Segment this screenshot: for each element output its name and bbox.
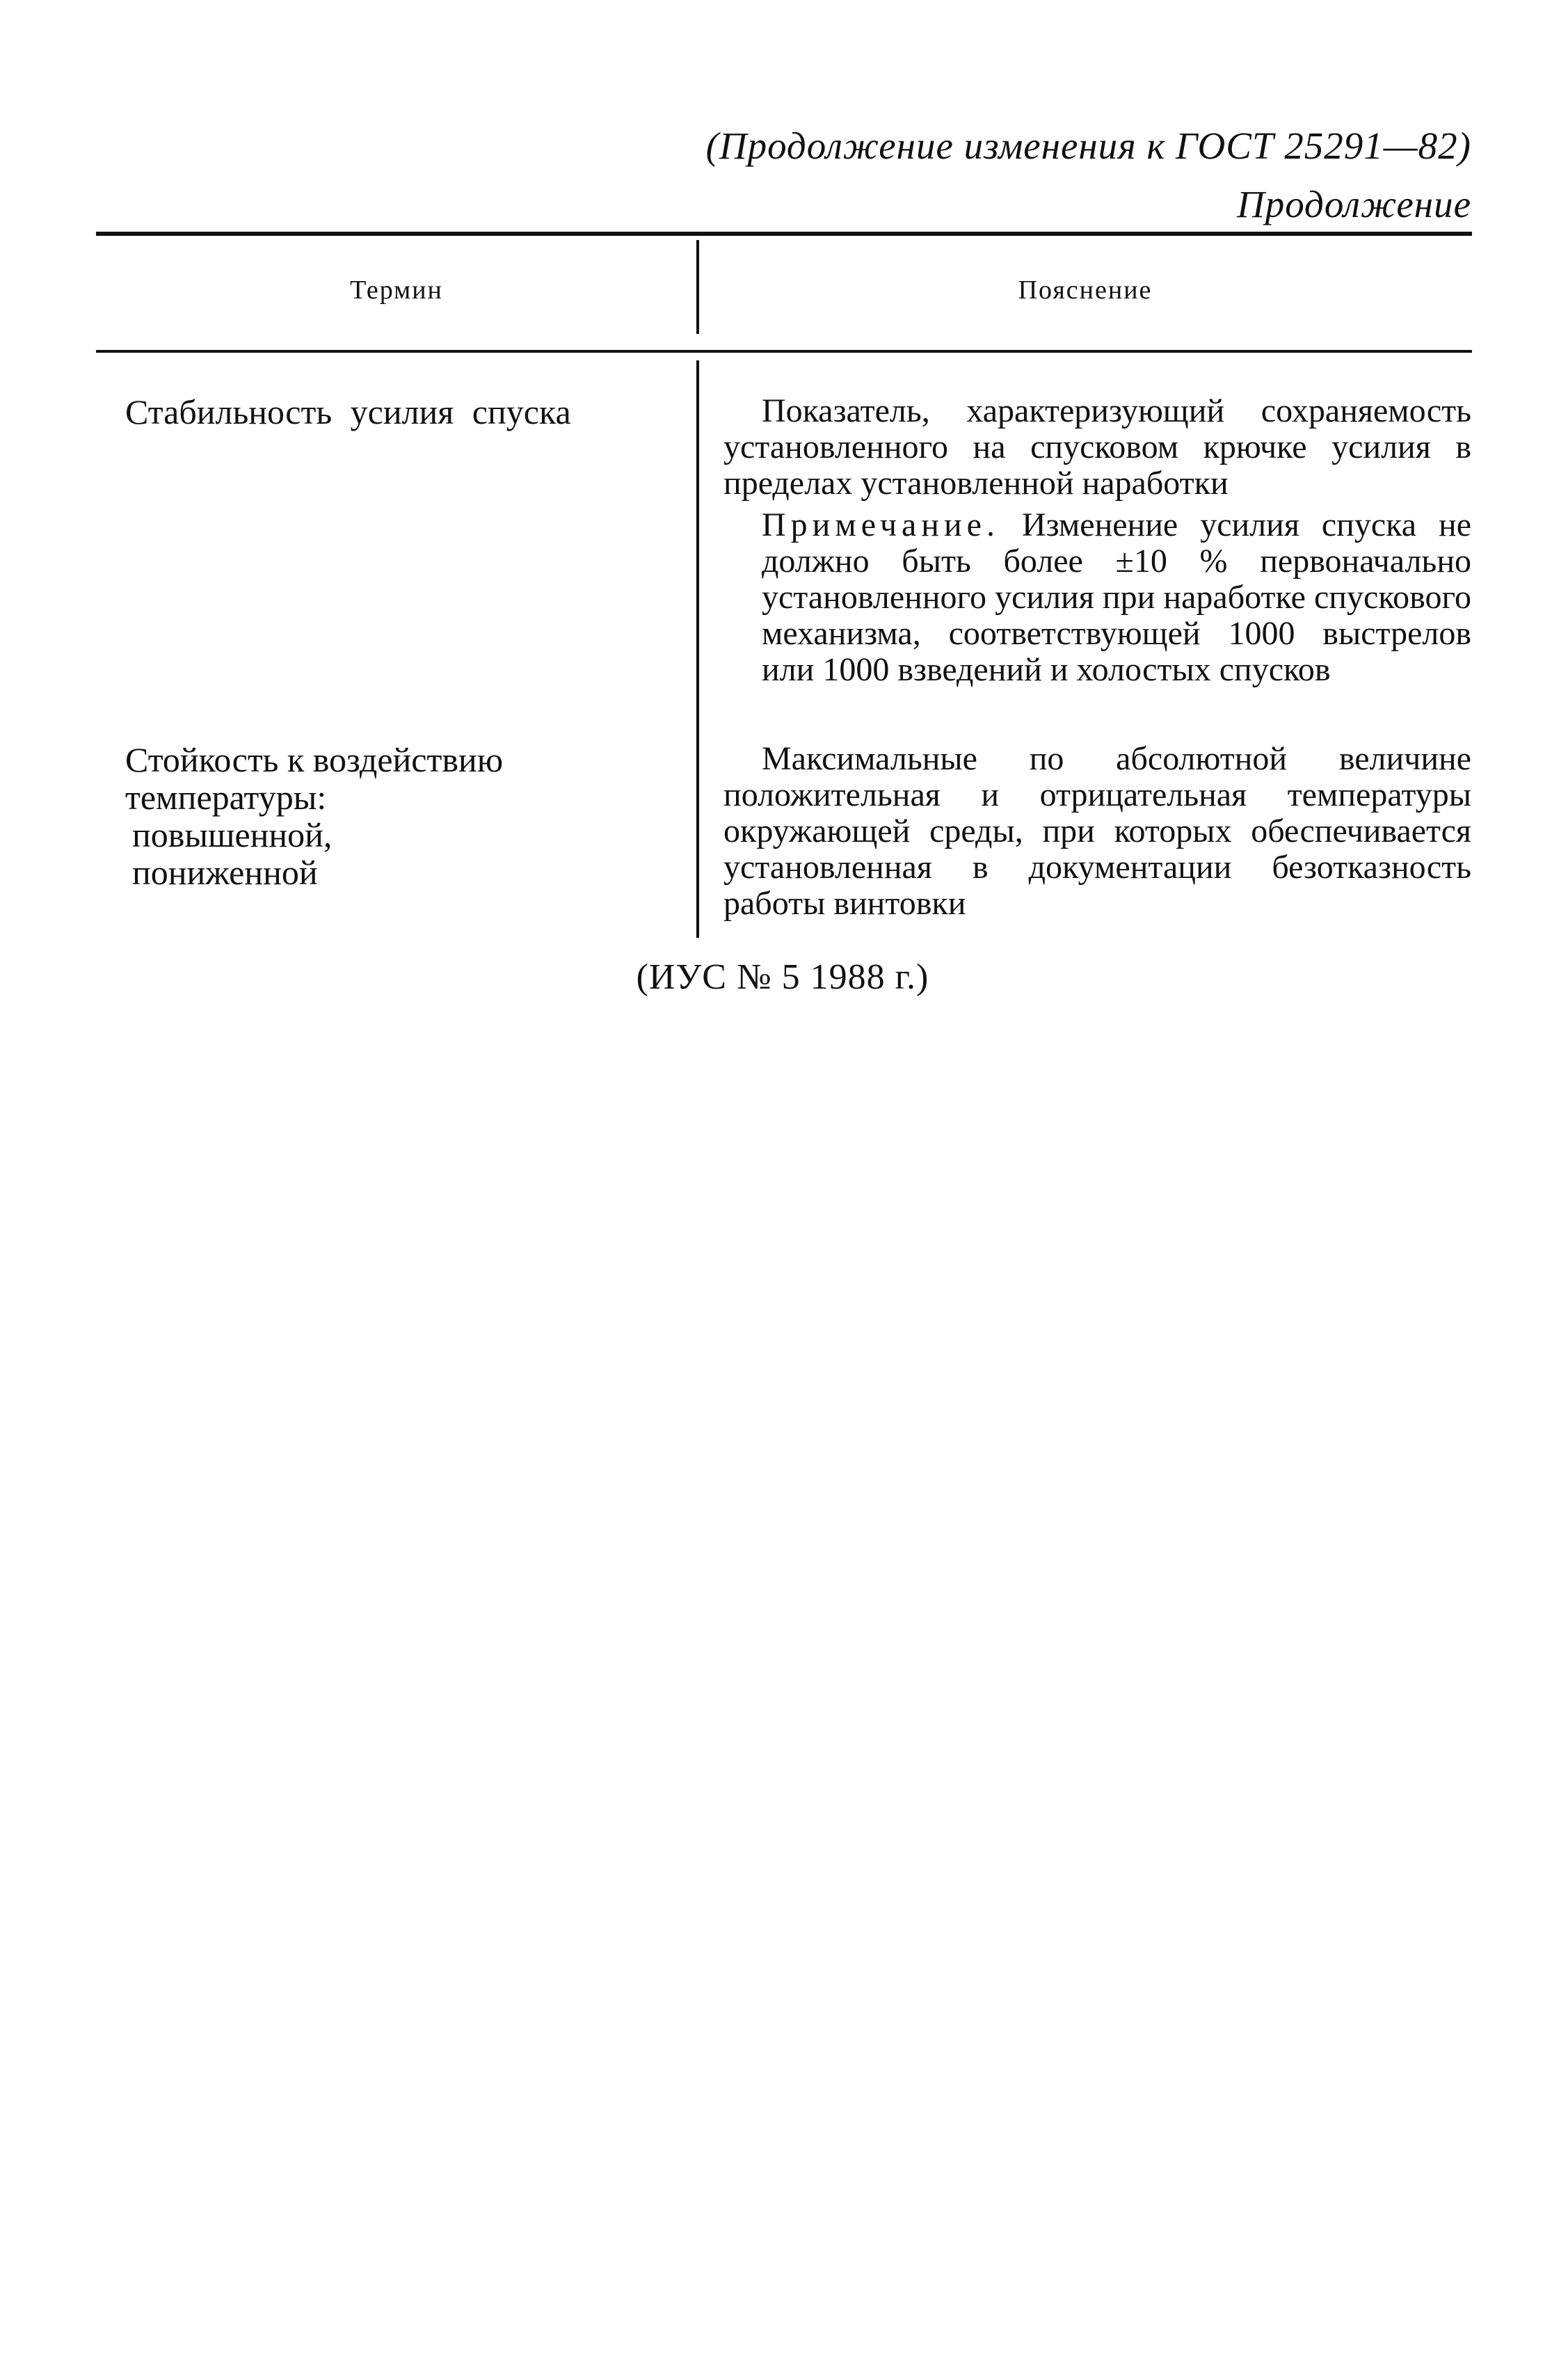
term-item: повышенной, (132, 815, 333, 854)
continuation-header: (Продолжение изменения к ГОСТ 25291—82) (705, 125, 1471, 167)
table-row-explanation (723, 393, 1471, 688)
note-text: Изменение усилия спуска не должно быть более ±10 % первоначально установленного усилия при наработке спускового механизма, соответствующей 1000 выстрелов или 1000 взведений и холостых спусков (762, 506, 1472, 688)
explanation-text: Показатель, характеризующий сохраняемость установленного на спусковом крючке усилия в пределах установленной наработки (723, 392, 1471, 502)
term-item: пониженной (132, 853, 318, 892)
note-label: Примечание. (762, 506, 1000, 543)
explanation-note (723, 507, 1471, 688)
column-header-term: Термин (350, 275, 443, 305)
table-row-term: Стабильность усилия спуска (125, 392, 571, 431)
table-top-rule (96, 232, 1472, 236)
explanation-text: Максимальные по абсолютной величине положительная и отрицательная температуры окружающей среды, при которых обеспечивается установленная в документации безотказность работы винтовки (723, 740, 1471, 922)
body-column-divider (696, 360, 699, 938)
table-header-rule (96, 350, 1472, 353)
source-reference: (ИУС № 5 1988 г.) (636, 957, 929, 997)
table-row-term (125, 741, 668, 891)
term-text: Стойкость к воздействию температуры: (125, 740, 504, 817)
column-header-explanation: Пояснение (1018, 275, 1153, 305)
table-row-explanation (723, 741, 1471, 922)
table-continued-label: Продолжение (1237, 183, 1471, 225)
